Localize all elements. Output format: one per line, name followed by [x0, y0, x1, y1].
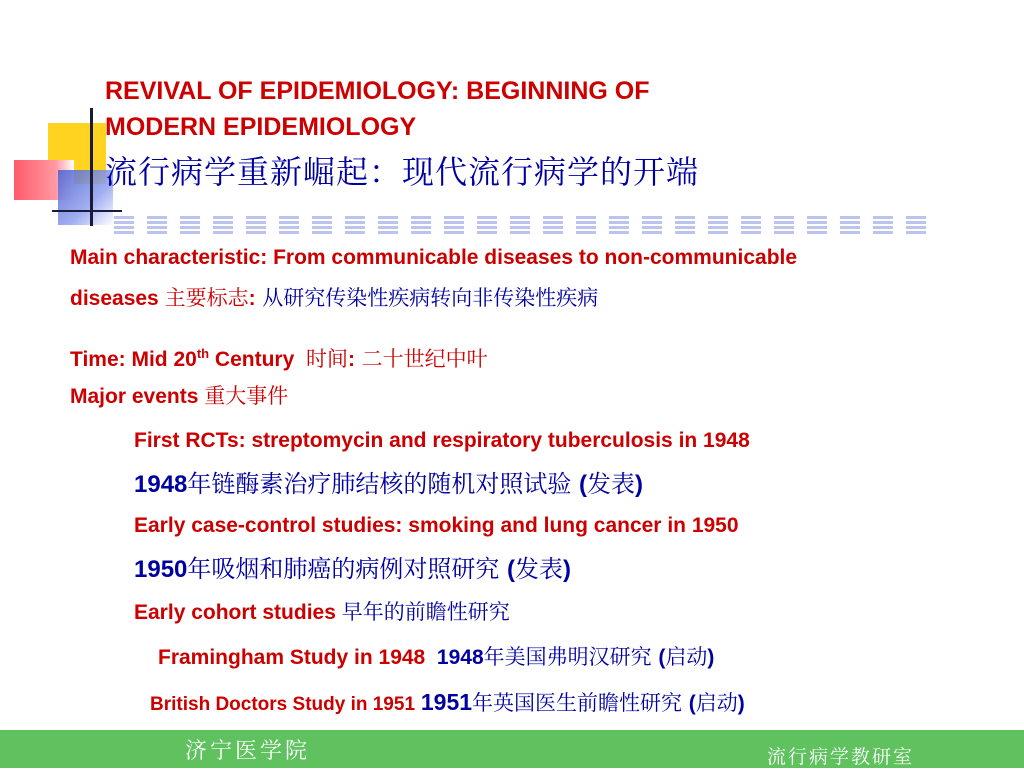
divider-dash [477, 216, 497, 234]
rct-cn-text: 年链酶素治疗肺结核的随机对照试验 [187, 470, 580, 498]
case-control-year: 1950 [134, 556, 188, 583]
divider-dash [906, 216, 926, 234]
footer-department: 流行病学教研室 [767, 746, 915, 768]
divider-dash [312, 216, 332, 234]
divider-dash [609, 216, 629, 234]
colon: : [248, 287, 256, 310]
time-cn-label: 时间 [305, 347, 348, 371]
time-superscript: th [196, 346, 210, 361]
divider-dash [840, 216, 860, 234]
framingham-paren-close: ) [707, 646, 715, 669]
rct-paren-open: ( [579, 471, 588, 498]
cohort-event [134, 598, 510, 627]
footer-bar [0, 730, 1024, 768]
british-paren-open: ( [688, 692, 696, 715]
case-control-note: 发表 [515, 555, 564, 583]
main-characteristic-continued [70, 284, 598, 313]
major-events-en: Major events [70, 385, 199, 408]
framingham-cn-text: 年美国弗明汉研究 [483, 645, 659, 669]
case-control-paren-open: ( [507, 556, 516, 583]
time-cn-value: 二十世纪中叶 [354, 347, 488, 371]
time-century: Century [209, 348, 295, 371]
british-cn-text: 年英国医生前瞻性研究 [472, 691, 689, 715]
divider-dash [180, 216, 200, 234]
divider-dash [213, 216, 233, 234]
divider-dash [444, 216, 464, 234]
divider-dash [741, 216, 761, 234]
divider-dash [345, 216, 365, 234]
framingham-note: 启动 [665, 645, 708, 669]
british-doctors-event [150, 688, 745, 719]
divider-dash [576, 216, 596, 234]
divider-dash [510, 216, 530, 234]
divider-dash [147, 216, 167, 234]
british-en: British Doctors Study in 1951 [150, 694, 416, 715]
decorative-horizontal-line [52, 210, 122, 212]
major-events-cn: 重大事件 [204, 384, 289, 408]
case-control-paren-close: ) [563, 556, 572, 583]
rct-note: 发表 [587, 470, 636, 498]
case-control-cn-text: 年吸烟和肺癌的病例对照研究 [187, 555, 508, 583]
divider-dash [411, 216, 431, 234]
title-english-line-2: MODERN EPIDEMIOLOGY [105, 113, 417, 141]
rct-event-cn [134, 470, 643, 499]
divider-dash [543, 216, 563, 234]
rct-year: 1948 [134, 471, 188, 498]
divider-dash [774, 216, 794, 234]
british-year: 1951 [420, 689, 473, 715]
framingham-year: 1948 [436, 646, 484, 669]
divider-dash [807, 216, 827, 234]
decorative-vertical-line [90, 108, 93, 226]
british-paren-close: ) [737, 692, 745, 715]
time-line [70, 340, 488, 374]
rct-paren-close: ) [635, 471, 644, 498]
diseases-word: diseases [70, 287, 159, 310]
main-characteristic-text: Main characteristic: From communicable diseases to non-communicable [70, 246, 798, 269]
framingham-en: Framingham Study in 1948 [158, 646, 426, 669]
british-note: 启动 [695, 691, 738, 715]
main-characteristic-cn-value: 从研究传染性疾病转向非传染性疾病 [255, 286, 599, 310]
divider-dash [279, 216, 299, 234]
divider-dash [114, 216, 134, 234]
title-chinese: 流行病学重新崛起：现代流行病学的开端 [105, 153, 700, 191]
divider-dash [708, 216, 728, 234]
case-control-event-en: Early case-control studies: smoking and lung cancer in 1950 [134, 514, 739, 537]
divider-dash [246, 216, 266, 234]
divider-dash [873, 216, 893, 234]
cohort-cn: 早年的前瞻性研究 [341, 600, 510, 624]
dashed-divider [114, 216, 934, 236]
time-label: Time: Mid 20 [70, 348, 197, 371]
rct-event-en: First RCTs: streptomycin and respiratory tuberculosis in 1948 [134, 429, 750, 452]
footer-institution: 济宁医学院 [185, 739, 311, 764]
framingham-event [158, 643, 714, 672]
case-control-event-cn [134, 555, 571, 584]
title-english-line-1: REVIVAL OF EPIDEMIOLOGY: BEGINNING OF [105, 77, 650, 105]
divider-dash [642, 216, 662, 234]
major-events-heading [70, 382, 288, 411]
main-characteristic-line [70, 244, 797, 272]
divider-dash [675, 216, 695, 234]
cohort-en: Early cohort studies [134, 601, 336, 624]
framingham-paren-open: ( [658, 646, 666, 669]
main-characteristic-cn-label: 主要标志 [164, 286, 249, 310]
divider-dash [378, 216, 398, 234]
time-colon: : [347, 348, 355, 371]
